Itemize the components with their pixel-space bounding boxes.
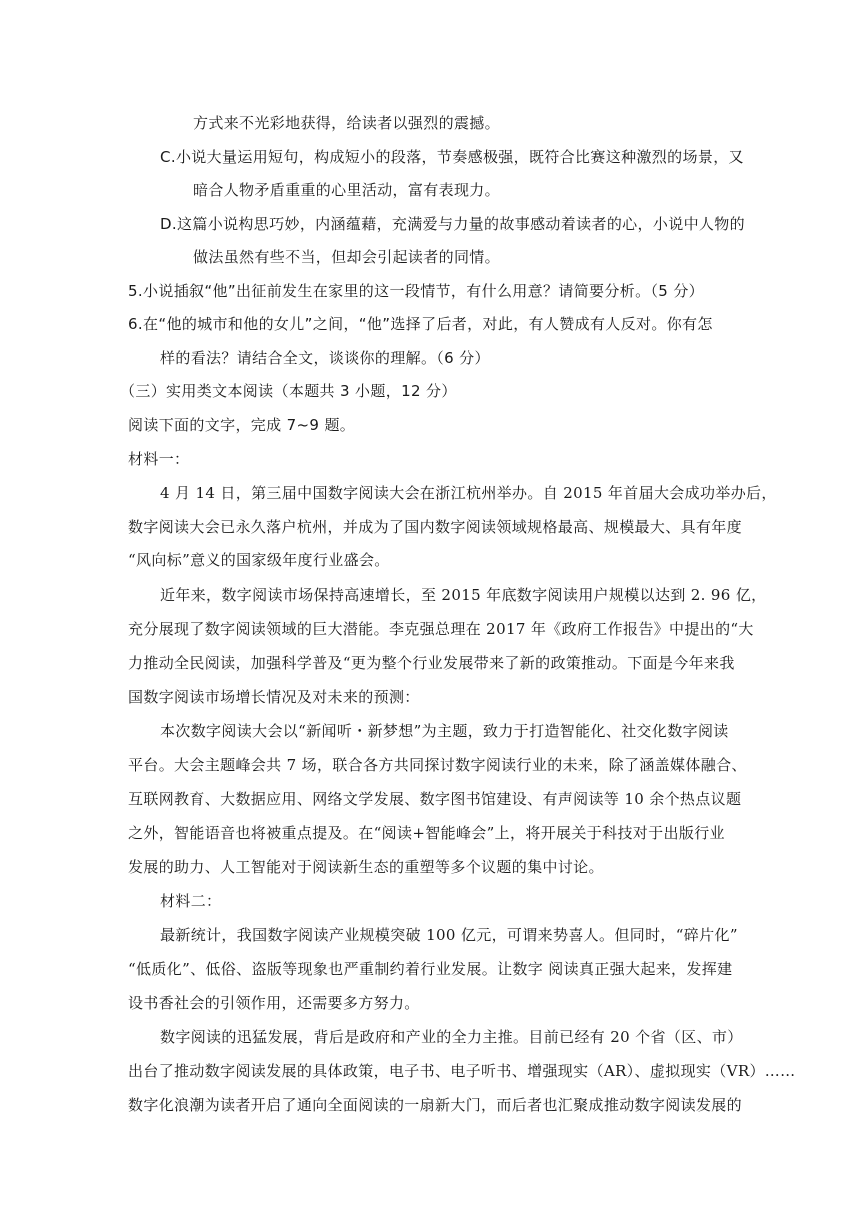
- option-d: D.这篇小说构思巧妙，内涵蕴藉，充满爱与力量的故事感动着读者的心，小说中人物的: [160, 215, 745, 233]
- material-one-paragraph-1-line-3: “风向标”意义的国家级年度行业盛会。: [128, 551, 390, 569]
- material-two-paragraph-2-line-2: 出台了推动数字阅读发展的具体政策，电子书、电子听书、增强现实（AR）、虚拟现实（VR）……: [128, 1062, 796, 1080]
- material-two-heading: 材料二：: [160, 892, 222, 910]
- material-one-paragraph-2-line-3: 力推动全民阅读，加强科学普及“更为整个行业发展带来了新的政策推动。下面是今年来我: [128, 654, 735, 672]
- material-one-heading: 材料一：: [128, 450, 190, 468]
- option-b-continuation: 方式来不光彩地获得，给读者以强烈的震撼。: [193, 114, 501, 132]
- question-6-continuation: 样的看法？请结合全文，谈谈你的理解。（6 分）: [160, 349, 490, 367]
- material-one-paragraph-1-line-2: 数字阅读大会已永久落户杭州，并成为了国内数字阅读领域规格最高、规模最大、具有年度: [128, 518, 743, 536]
- material-two-paragraph-1-line-3: 设书香社会的引领作用，还需要多方努力。: [128, 994, 420, 1012]
- material-one-paragraph-3-line-3: 互联网教育、大数据应用、网络文学发展、数字图书馆建设、有声阅读等 10 余个热点议题: [128, 790, 742, 808]
- section-heading: （三）实用类文本阅读（本题共 3 小题，12 分）: [120, 382, 457, 400]
- material-one-paragraph-3-line-5: 发展的助力、人工智能对于阅读新生态的重塑等多个议题的集中讨论。: [128, 858, 604, 876]
- material-one-paragraph-1: 4 月 14 日，第三届中国数字阅读大会在浙江杭州举办。自 2015 年首届大会成功举办后，: [160, 484, 777, 502]
- question-5: 5.小说插叙“他”出征前发生在家里的这一段情节，有什么用意？请简要分析。（5 分）: [128, 282, 705, 300]
- material-one-paragraph-2-line-2: 充分展现了数字阅读领域的巨大潜能。李克强总理在 2017 年《政府工作报告》中提出的“大: [128, 620, 754, 638]
- option-c: C.小说大量运用短句，构成短小的段落，节奏感极强，既符合比赛这种激烈的场景，又: [160, 148, 744, 166]
- instructions: 阅读下面的文字，完成 7~9 题。: [128, 416, 356, 434]
- material-one-paragraph-3: 本次数字阅读大会以“新闻听・新梦想”为主题，致力于打造智能化、社交化数字阅读: [160, 722, 729, 740]
- material-one-paragraph-2: 近年来，数字阅读市场保持高速增长，至 2015 年底数字阅读用户规模以达到 2. 96 亿，: [160, 586, 767, 604]
- material-one-paragraph-3-line-4: 之外，智能语音也将被重点提及。在“阅读+智能峰会”上，将开展关于科技对于出版行业: [128, 824, 725, 842]
- material-two-paragraph-1: 最新统计，我国数字阅读产业规模突破 100 亿元，可谓来势喜人。但同时，“碎片化”: [160, 926, 738, 944]
- option-c-continuation: 暗合人物矛盾重重的心里活动，富有表现力。: [193, 181, 501, 199]
- material-two-paragraph-2-line-3: 数字化浪潮为读者开启了通向全面阅读的一扇新大门，而后者也汇聚成推动数字阅读发展的: [128, 1096, 743, 1114]
- material-one-paragraph-2-line-4: 国数字阅读市场增长情况及对未来的预测：: [128, 688, 420, 706]
- material-two-paragraph-2: 数字阅读的迅猛发展，背后是政府和产业的全力主推。目前已经有 20 个省（区、市）: [160, 1028, 743, 1046]
- material-two-paragraph-1-line-2: “低质化”、低俗、盗版等现象也严重制约着行业发展。让数字 阅读真正强大起来，发挥建: [128, 960, 733, 978]
- material-one-paragraph-3-line-2: 平台。大会主题峰会共 7 场，联合各方共同探讨数字阅读行业的未来，除了涵盖媒体融合、: [128, 756, 747, 774]
- option-d-continuation: 做法虽然有些不当，但却会引起读者的同情。: [193, 248, 501, 266]
- question-6: 6.在“他的城市和他的女儿”之间，“他”选择了后者，对此，有人赞成有人反对。你有怎: [128, 315, 713, 333]
